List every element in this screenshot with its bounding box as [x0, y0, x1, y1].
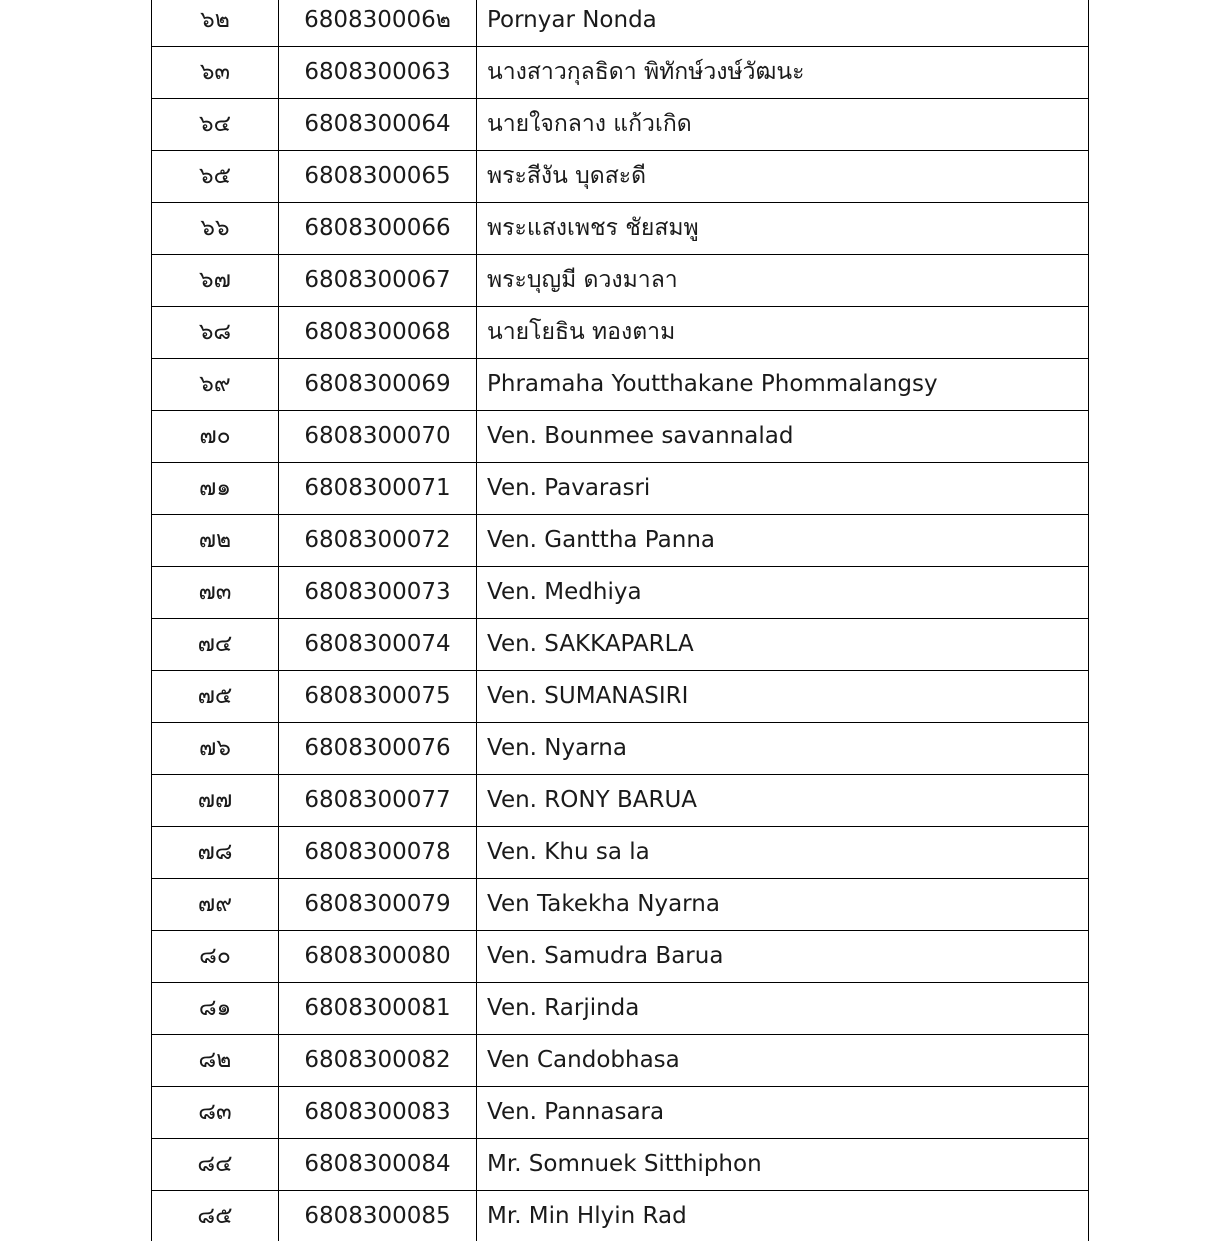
row-student-id: 6808300083	[279, 1087, 477, 1139]
row-student-id: 6808300077	[279, 775, 477, 827]
table-row	[152, 0, 1089, 47]
table-row	[152, 1087, 1089, 1139]
row-sequence-number: ๗๓	[152, 567, 279, 619]
table-row	[152, 1139, 1089, 1191]
row-student-name: พระแสงเพชร ชัยสมพู	[477, 203, 1089, 255]
row-sequence-number: ๖๗	[152, 255, 279, 307]
row-student-id: 6808300085	[279, 1191, 477, 1241]
row-sequence-number: ๘๐	[152, 931, 279, 983]
row-student-name: Ven. Pannasara	[477, 1087, 1089, 1139]
table-row	[152, 723, 1089, 775]
row-student-name: Ven. RONY BARUA	[477, 775, 1089, 827]
row-sequence-number: ๗๖	[152, 723, 279, 775]
row-student-name: นายโยธิน ทองตาม	[477, 307, 1089, 359]
row-sequence-number: ๖๙	[152, 359, 279, 411]
row-student-id: 6808300072	[279, 515, 477, 567]
row-student-id: 6808300070	[279, 411, 477, 463]
table-row	[152, 411, 1089, 463]
row-student-name: Ven. Samudra Barua	[477, 931, 1089, 983]
table-row	[152, 983, 1089, 1035]
row-student-id: 6808300081	[279, 983, 477, 1035]
row-student-id: 6808300063	[279, 47, 477, 99]
row-student-id: 680830006๒	[279, 0, 477, 47]
table-row	[152, 99, 1089, 151]
row-sequence-number: ๖๒	[152, 0, 279, 47]
row-student-name: Mr. Somnuek Sitthiphon	[477, 1139, 1089, 1191]
roster-table-body	[152, 0, 1089, 1241]
row-student-id: 6808300064	[279, 99, 477, 151]
row-sequence-number: ๗๗	[152, 775, 279, 827]
row-student-name: Ven. Khu sa la	[477, 827, 1089, 879]
row-sequence-number: ๘๑	[152, 983, 279, 1035]
row-student-name: Ven. SAKKAPARLA	[477, 619, 1089, 671]
row-student-name: Ven Candobhasa	[477, 1035, 1089, 1087]
row-sequence-number: ๘๕	[152, 1191, 279, 1241]
row-student-id: 6808300084	[279, 1139, 477, 1191]
row-student-name: Ven. Medhiya	[477, 567, 1089, 619]
row-student-id: 6808300065	[279, 151, 477, 203]
row-sequence-number: ๘๔	[152, 1139, 279, 1191]
student-roster-table	[151, 0, 1089, 1241]
table-row	[152, 827, 1089, 879]
row-sequence-number: ๗๘	[152, 827, 279, 879]
row-student-id: 6808300073	[279, 567, 477, 619]
row-student-id: 6808300067	[279, 255, 477, 307]
row-student-name: Ven. Ganttha Panna	[477, 515, 1089, 567]
row-student-id: 6808300076	[279, 723, 477, 775]
table-row	[152, 775, 1089, 827]
row-sequence-number: ๖๔	[152, 99, 279, 151]
row-student-name: Ven. SUMANASIRI	[477, 671, 1089, 723]
table-row	[152, 515, 1089, 567]
row-sequence-number: ๗๑	[152, 463, 279, 515]
row-sequence-number: ๗๕	[152, 671, 279, 723]
table-row	[152, 619, 1089, 671]
row-sequence-number: ๖๕	[152, 151, 279, 203]
row-student-id: 6808300074	[279, 619, 477, 671]
row-student-id: 6808300069	[279, 359, 477, 411]
row-student-id: 6808300082	[279, 1035, 477, 1087]
table-row	[152, 1191, 1089, 1241]
table-row	[152, 463, 1089, 515]
row-student-id: 6808300066	[279, 203, 477, 255]
row-student-name: Mr. Min Hlyin Rad	[477, 1191, 1089, 1241]
table-row	[152, 671, 1089, 723]
table-row	[152, 1035, 1089, 1087]
row-sequence-number: ๖๘	[152, 307, 279, 359]
row-student-id: 6808300079	[279, 879, 477, 931]
row-student-id: 6808300078	[279, 827, 477, 879]
row-student-id: 6808300071	[279, 463, 477, 515]
table-row	[152, 567, 1089, 619]
row-student-name: Ven. Bounmee savannalad	[477, 411, 1089, 463]
row-student-name: พระบุญมี ดวงมาลา	[477, 255, 1089, 307]
row-sequence-number: ๗๐	[152, 411, 279, 463]
row-sequence-number: ๗๒	[152, 515, 279, 567]
row-student-name: Ven. Pavarasri	[477, 463, 1089, 515]
table-row	[152, 359, 1089, 411]
table-row	[152, 255, 1089, 307]
row-student-name: Phramaha Youtthakane Phommalangsy	[477, 359, 1089, 411]
row-student-name: Ven. Nyarna	[477, 723, 1089, 775]
row-sequence-number: ๖๖	[152, 203, 279, 255]
table-row	[152, 879, 1089, 931]
row-sequence-number: ๖๓	[152, 47, 279, 99]
table-row	[152, 151, 1089, 203]
row-student-name: นางสาวกุลธิดา พิทักษ์วงษ์วัฒนะ	[477, 47, 1089, 99]
row-student-name: Ven Takekha Nyarna	[477, 879, 1089, 931]
row-sequence-number: ๘๒	[152, 1035, 279, 1087]
row-sequence-number: ๘๓	[152, 1087, 279, 1139]
row-sequence-number: ๗๔	[152, 619, 279, 671]
row-student-id: 6808300068	[279, 307, 477, 359]
row-student-name: นายใจกลาง แก้วเกิด	[477, 99, 1089, 151]
row-student-id: 6808300075	[279, 671, 477, 723]
row-sequence-number: ๗๙	[152, 879, 279, 931]
row-student-name: Ven. Rarjinda	[477, 983, 1089, 1035]
table-row	[152, 307, 1089, 359]
row-student-name: พระสีงัน บุดสะดี	[477, 151, 1089, 203]
row-student-id: 6808300080	[279, 931, 477, 983]
table-row	[152, 931, 1089, 983]
table-row	[152, 203, 1089, 255]
table-row	[152, 47, 1089, 99]
row-student-name: Pornyar Nonda	[477, 0, 1089, 47]
